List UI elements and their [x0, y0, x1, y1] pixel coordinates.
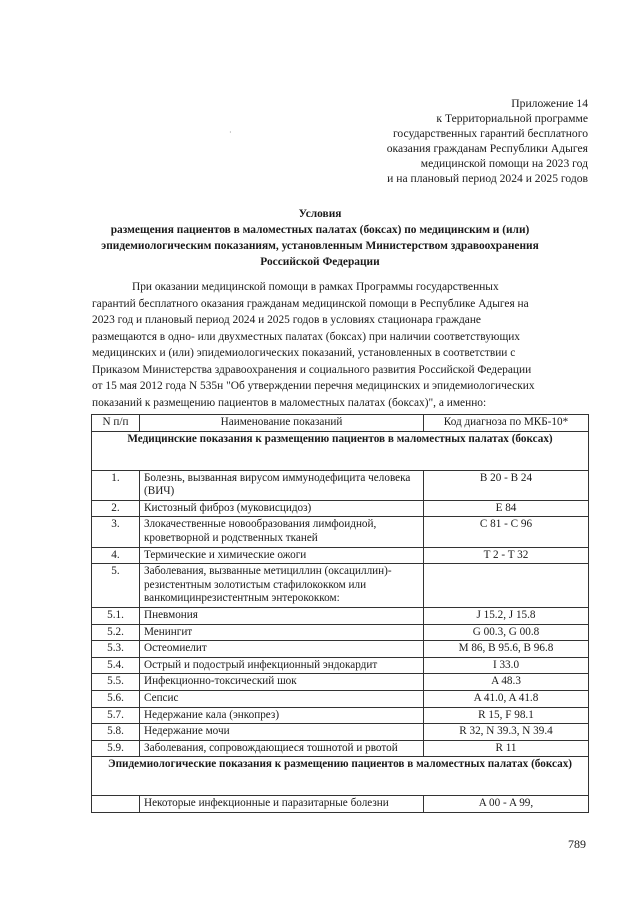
header-indication: Наименование показаний	[140, 415, 424, 432]
row-icd-code: R 32, N 39.3, N 39.4	[424, 724, 589, 741]
intro-line: При оказании медицинской помощи в рамках Программы государственных	[132, 281, 499, 293]
row-number: 5.4.	[92, 657, 140, 674]
page-number: 789	[568, 837, 586, 851]
intro-line: Приказом Министерства здравоохранения и социального развития Российской Федерации	[92, 363, 532, 376]
row-number: 5.7.	[92, 707, 140, 724]
row-icd-code: I 33.0	[424, 657, 589, 674]
table-row	[92, 470, 589, 500]
row-icd-code: A 48.3	[424, 674, 589, 691]
title-line: Российской Федерации	[260, 256, 380, 268]
row-number: 5.1.	[92, 607, 140, 624]
header-icd-code: Код диагноза по МКБ-10*	[424, 415, 589, 432]
row-icd-code: R 15, F 98.1	[424, 707, 589, 724]
row-indication: Заболевания, сопровождающиеся тошнотой и рвотой	[140, 740, 424, 757]
table-row	[92, 724, 589, 741]
row-icd-code: A 00 - A 99,	[424, 796, 589, 813]
title-line: размещения пациентов в маломестных палатах (боксах) по медицинским и (или)	[110, 224, 530, 236]
row-number: 2.	[92, 500, 140, 517]
row-indication: Инфекционно-токсический шок	[140, 674, 424, 691]
row-indication: Недержание кала (энкопрез)	[140, 707, 424, 724]
row-number: 5.3.	[92, 641, 140, 658]
intro-line: гарантий бесплатного оказания гражданам медицинской помощи в Республике Адыгея на	[92, 297, 529, 310]
table-row	[92, 564, 589, 608]
table-row	[92, 607, 589, 624]
section-row-epidemiological	[92, 757, 589, 796]
row-number	[92, 796, 140, 813]
table-row	[92, 517, 589, 547]
row-number: 5.	[92, 564, 140, 608]
document-title	[60, 206, 580, 270]
table-row	[92, 690, 589, 707]
scan-speck: ·	[229, 128, 232, 137]
table-row	[92, 740, 589, 757]
appendix-line: Приложение 14	[511, 97, 588, 110]
row-number: 5.9.	[92, 740, 140, 757]
row-icd-code: C 81 - C 96	[424, 517, 589, 547]
row-indication: Менингит	[140, 624, 424, 641]
appendix-line: оказания гражданам Республики Адыгея	[386, 142, 588, 155]
row-indication: Болезнь, вызванная вирусом иммунодефицита человека (ВИЧ)	[140, 470, 424, 500]
intro-line: 2023 год и плановый период 2024 и 2025 годов в условиях стационара граждане	[92, 314, 481, 326]
section-epidemiological-heading: Эпидемиологические показания к размещению пациентов в маломестных палатах (боксах)	[92, 757, 589, 796]
table-row	[92, 641, 589, 658]
row-indication: Некоторые инфекционные и паразитарные болезни	[140, 796, 424, 813]
row-number: 1.	[92, 470, 140, 500]
section-row-medical	[92, 431, 589, 470]
header-number: N п/п	[92, 415, 140, 432]
row-indication: Кистозный фиброз (муковисцидоз)	[140, 500, 424, 517]
row-icd-code: B 20 - B 24	[424, 470, 589, 500]
row-number: 5.6.	[92, 690, 140, 707]
row-icd-code: G 00.3, G 00.8	[424, 624, 589, 641]
row-number: 5.8.	[92, 724, 140, 741]
row-indication: Остеомиелит	[140, 641, 424, 658]
row-indication: Термические и химические ожоги	[140, 547, 424, 564]
row-icd-code: T 2 - T 32	[424, 547, 589, 564]
indications-table	[91, 414, 589, 813]
title-line: Условия	[298, 208, 342, 220]
row-indication: Сепсис	[140, 690, 424, 707]
table-row	[92, 674, 589, 691]
appendix-line: и на плановый период 2024 и 2025 годов	[387, 172, 588, 185]
row-indication: Злокачественные новообразования лимфоидной, кроветворной и родственных тканей	[140, 517, 424, 547]
row-icd-code	[424, 564, 589, 608]
row-icd-code: R 11	[424, 740, 589, 757]
row-number: 4.	[92, 547, 140, 564]
appendix-line: к Территориальной программе	[436, 112, 588, 125]
table-header-row	[92, 415, 589, 432]
row-icd-code: M 86, B 95.6, B 96.8	[424, 641, 589, 658]
row-number: 5.5.	[92, 674, 140, 691]
appendix-line: государственных гарантий бесплатного	[392, 127, 588, 140]
row-indication: Пневмония	[140, 607, 424, 624]
row-icd-code: A 41.0, A 41.8	[424, 690, 589, 707]
row-indication: Заболевания, вызванные метициллин (оксациллин)-резистентным золотистым стафилококком или ванкомицинрезистентным энтерококком:	[140, 564, 424, 608]
title-line: эпидемиологическим показаниям, установленным Министерством здравоохранения	[101, 240, 539, 252]
table-row	[92, 547, 589, 564]
intro-line: размещаются в одно- или двухместных палатах (боксах) при наличии соответствующих	[92, 330, 521, 343]
appendix-line: медицинской помощи на 2023 год	[420, 157, 588, 170]
row-number: 5.2.	[92, 624, 140, 641]
row-indication: Недержание мочи	[140, 724, 424, 741]
row-number: 3.	[92, 517, 140, 547]
section-medical-heading: Медицинские показания к размещению пациентов в маломестных палатах (боксах)	[92, 431, 589, 470]
intro-line: медицинских и (или) эпидемиологических показаний, установленных в соответствии с	[92, 347, 516, 359]
table-row	[92, 796, 589, 813]
intro-paragraph	[92, 279, 588, 411]
row-indication: Острый и подострый инфекционный эндокардит	[140, 657, 424, 674]
intro-line: от 15 мая 2012 года N 535н "Об утверждении перечня медицинских и эпидемиологических	[92, 380, 535, 392]
row-icd-code: J 15.2, J 15.8	[424, 607, 589, 624]
table-row	[92, 657, 589, 674]
row-icd-code: E 84	[424, 500, 589, 517]
table-row	[92, 624, 589, 641]
intro-line: показаний к размещению пациентов в маломестных палатах (боксах)", а именно:	[92, 396, 487, 409]
table-row	[92, 500, 589, 517]
appendix-header	[387, 96, 588, 186]
table-row	[92, 707, 589, 724]
